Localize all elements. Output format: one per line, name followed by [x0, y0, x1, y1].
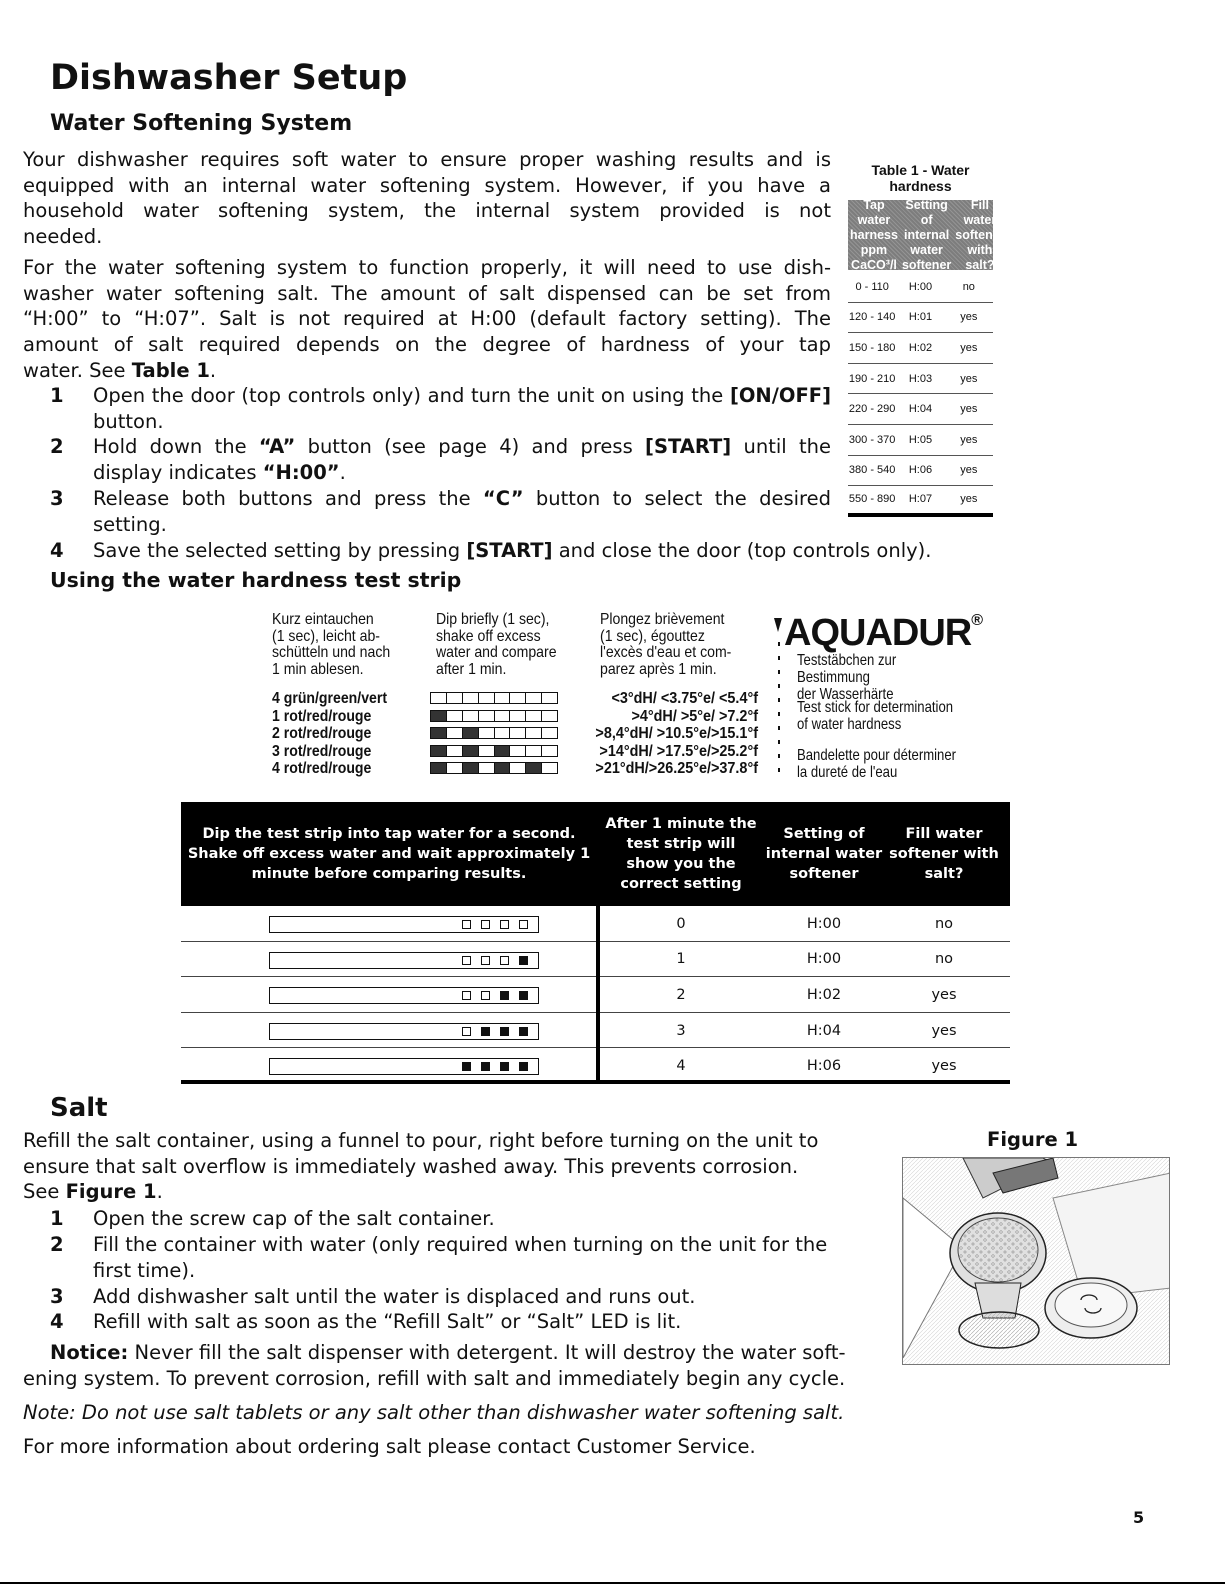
text-line: washer water softening salt. The amount of salt dispensed can be set from	[23, 281, 831, 305]
text-line: household water softening system, the internal system provided is not	[23, 199, 831, 223]
table-1-cell: H:00	[908, 280, 933, 293]
notice-continued: ening system. To prevent corrosion, refill with salt and immediately begin any cycle.	[23, 1367, 846, 1390]
figure-1-title: Figure 1	[987, 1128, 1079, 1151]
section-heading-salt: Salt	[50, 1093, 108, 1123]
table-2-cell-reading: 1	[676, 951, 686, 968]
table-2-cell-salt: no	[934, 951, 954, 968]
table-1-cell: yes	[960, 493, 978, 506]
text-line: See Figure 1.	[23, 1180, 163, 1204]
table-1-row	[848, 333, 993, 364]
test-strip-package-label	[272, 612, 1002, 787]
color-levels: 4 grün/green/vert 1 rot/red/rouge 2 rot/red/rouge 3 rot/red/rouge 4 rot/red/rouge	[272, 690, 388, 778]
salt-intro	[23, 1128, 893, 1205]
table-1-row	[848, 272, 993, 303]
table-2-cell-setting: H:02	[806, 986, 842, 1003]
table-1-header-cell: Fill water softener with salt?	[955, 197, 1005, 272]
bottom-rule	[0, 1582, 1225, 1584]
table-2-column-divider	[596, 906, 600, 1084]
setup-step: 3 Release both buttons and press the “C” button to select the desired setting.	[50, 487, 831, 536]
brand-description-de: Teststäbchen zur Bestimmung der Wasserhärte	[797, 652, 897, 703]
test-strip-icon	[269, 1023, 539, 1040]
table-1-header-cell: Setting of internal water softener	[901, 197, 952, 272]
page-number: 5	[1133, 1508, 1145, 1527]
contact-info: For more information about ordering salt please contact Customer Service.	[23, 1435, 756, 1458]
color-strip	[430, 762, 558, 774]
intro-paragraph	[23, 147, 831, 250]
table-2-header	[181, 802, 1010, 906]
text-line: equipped with an internal water softening system. However, if you have a	[23, 173, 831, 197]
table-1-cell: H:05	[908, 433, 933, 446]
setup-step: 1 Open the door (top controls only) and turn the unit on using the [ON/OFF] button.	[50, 384, 831, 433]
color-strip	[430, 745, 558, 757]
table-2-header-cell: Dip the test strip into tap water for a second. Shake off excess water and wait approximately 1 minute before comparing results.	[187, 826, 591, 882]
instructions-en: Dip briefly (1 sec), shake off excess water and compare after 1 min.	[436, 611, 557, 678]
table-2-cell-reading: 3	[676, 1022, 686, 1039]
hardness-values: <3°dH/ <3.75°e/ <5.4°f >4°dH/ >5°e/ >7.2°f >8,4°dH/ >10.5°e/>15.1°f >14°dH/ >17.5°e/>25.2°f >21°dH/>26.25°e/>37.8°f	[595, 690, 758, 778]
test-strip-icon	[269, 987, 539, 1004]
table-1-cell: H:02	[908, 341, 933, 354]
text-line: Refill the salt container, using a funnel to pour, right before turning on the unit to	[23, 1129, 819, 1152]
salt-step: 3 Add dishwasher salt until the water is displaced and runs out.	[50, 1285, 696, 1308]
instructions-de: Kurz eintauchen (1 sec), leicht ab- schütteln und nach 1 min ablesen.	[272, 611, 391, 678]
droplet-icon	[774, 618, 782, 632]
table-2-cell-setting: H:06	[806, 1058, 842, 1075]
table-1-cell: yes	[960, 433, 978, 446]
color-strip	[430, 692, 558, 704]
table-1-cell: 150 - 180	[848, 341, 896, 354]
table-1-cell: H:06	[908, 464, 933, 477]
salt-funnel-illustration	[903, 1158, 1170, 1365]
table-1-caption: Table 1 - Water hardness	[871, 162, 970, 194]
text-line: needed.	[23, 225, 103, 249]
table-1-header-cell: Tap water harness ppm CaCO³/l	[850, 197, 898, 272]
table-1-cell: H:03	[908, 372, 933, 385]
table-1-row	[848, 486, 993, 517]
text-line: For the water softening system to function properly, it will need to use dish-	[23, 256, 831, 279]
table-1-cell: H:04	[908, 403, 933, 416]
test-strip-icon	[269, 952, 539, 969]
table-1-row	[848, 456, 993, 487]
table-1-cell: 300 - 370	[848, 433, 896, 446]
table-1-cell: yes	[960, 311, 978, 324]
table-1-row	[848, 364, 993, 395]
table-2-cell-reading: 2	[676, 986, 686, 1003]
notice: Notice: Never fill the salt dispenser with detergent. It will destroy the water soft-	[50, 1341, 846, 1364]
salt-step: 4 Refill with salt as soon as the “Refill Salt” or “Salt” LED is lit.	[50, 1310, 682, 1333]
notice-label: Notice:	[50, 1341, 129, 1364]
table-1-cell: 380 - 540	[848, 464, 896, 477]
table-1-cell: 0 - 110	[855, 280, 889, 293]
section-heading-water-softening: Water Softening System	[50, 111, 353, 136]
table-2-header-cell: Fill water softener with salt?	[889, 826, 999, 882]
section-heading-test-strip: Using the water hardness test strip	[50, 568, 462, 592]
table-2-header-cell: After 1 minute the test strip will show you the correct setting	[605, 816, 757, 892]
table-1-reference: Table 1	[131, 358, 210, 382]
table-1-cell: yes	[960, 464, 978, 477]
text-line: Your dishwasher requires soft water to ensure proper washing results and is	[23, 148, 831, 171]
text-line: water. See Table 1.	[23, 358, 217, 382]
test-strip-icon	[269, 916, 539, 933]
test-strip-icon	[269, 1058, 539, 1075]
color-strip	[430, 727, 558, 739]
salt-paragraph	[23, 255, 831, 384]
table-1-cell: 220 - 290	[848, 403, 896, 416]
table-1-row	[848, 425, 993, 456]
salt-step: 1 Open the screw cap of the salt container.	[50, 1207, 495, 1230]
table-2-cell-reading: 4	[676, 1058, 686, 1075]
table-1-cell: H:07	[908, 493, 933, 506]
table-1-row	[848, 394, 993, 425]
table-2-cell-salt: no	[934, 915, 954, 932]
table-2-cell-salt: yes	[931, 1022, 957, 1039]
salt-step: 2 Fill the container with water (only required when turning on the unit for the first time).	[50, 1233, 828, 1282]
setup-step: 4 Save the selected setting by pressing [START] and close the door (top controls only).	[50, 539, 932, 562]
table-1-row	[848, 303, 993, 334]
table-1-header	[848, 197, 1005, 272]
table-2-cell-salt: yes	[931, 1058, 957, 1075]
table-1-cell: no	[962, 280, 975, 293]
figure-1-reference: Figure 1	[65, 1180, 157, 1204]
note: Note: Do not use salt tablets or any salt other than dishwasher water softening salt.	[23, 1401, 845, 1424]
text-line: “H:00” to “H:07”. Salt is not required at H:00 (default factory setting). The	[23, 307, 831, 331]
table-1-cell: 120 - 140	[848, 311, 896, 324]
table-2-cell-setting: H:04	[806, 1022, 842, 1039]
table-2-header-cell: Setting of internal water softener	[765, 826, 883, 882]
table-1-cell: yes	[960, 403, 978, 416]
table-2-cell-setting: H:00	[806, 915, 842, 932]
text-line: ensure that salt overflow is immediately washed away. This prevents corrosion.	[23, 1154, 799, 1178]
color-strip	[430, 710, 558, 722]
setup-step: 2 Hold down the “A” button (see page 4) and press [START] until the display indicates “H:00”.	[50, 435, 831, 484]
brand-description-fr: Bandelette pour déterminer la dureté de l'eau	[797, 747, 957, 781]
brand-description-en: Test stick for determination of water hardness	[797, 699, 954, 733]
table-1-cell: yes	[960, 372, 978, 385]
figure-1-illustration	[902, 1157, 1170, 1365]
table-1-cell: 190 - 210	[848, 372, 896, 385]
table-2-cell-setting: H:00	[806, 951, 842, 968]
page-title: Dishwasher Setup	[50, 58, 408, 98]
instructions-fr: Plongez brièvement (1 sec), égouttez l'excès d'eau et com- parez après 1 min.	[600, 611, 732, 678]
table-2-cell-reading: 0	[676, 915, 686, 932]
dotted-divider	[778, 642, 780, 782]
table-1-cell: yes	[960, 341, 978, 354]
table-1-body	[848, 272, 993, 517]
table-2-cell-salt: yes	[931, 986, 957, 1003]
table-1-cell: 550 - 890	[848, 493, 896, 506]
text-line: amount of salt required depends on the degree of hardness of your tap	[23, 333, 831, 357]
aquadur-logo: AQUADUR®	[784, 612, 983, 654]
table-1-cell: H:01	[908, 311, 933, 324]
